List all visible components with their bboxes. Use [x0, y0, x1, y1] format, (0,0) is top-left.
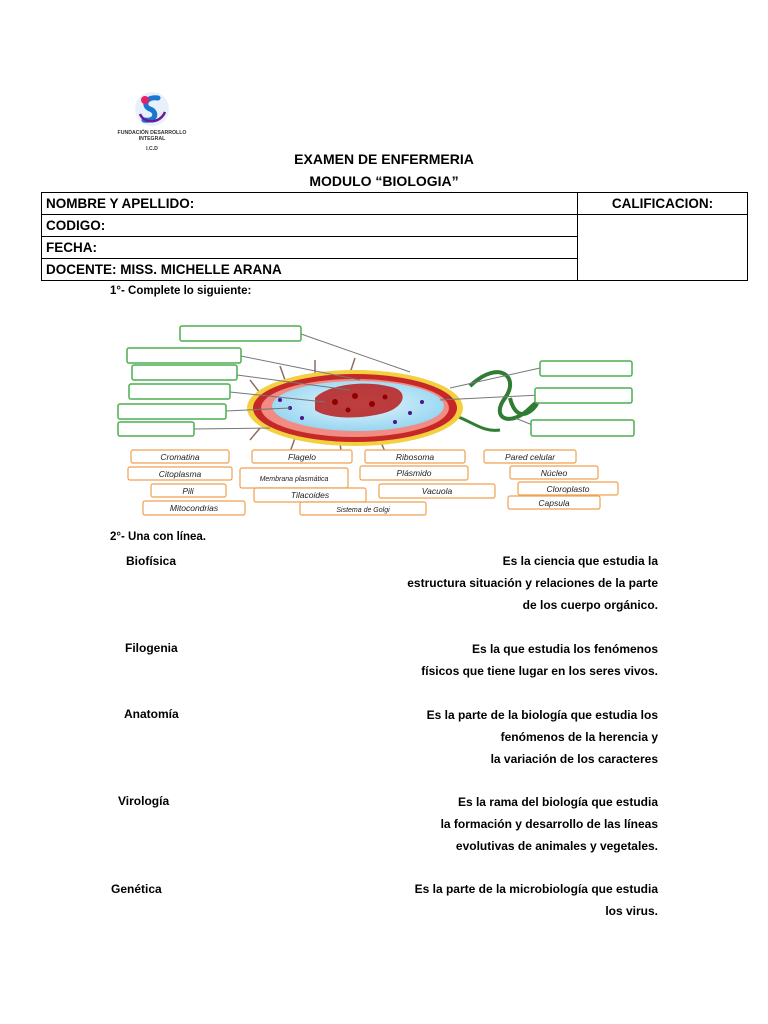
question-1-prompt: 1°- Complete lo siguiente:	[110, 285, 252, 297]
word-bank-item: Vacuola	[421, 486, 453, 496]
word-bank-item: Capsula	[538, 498, 570, 508]
logo-emblem-icon	[132, 90, 172, 128]
term-item: Filogenia	[125, 641, 178, 655]
definition-line: la variación de los caracteres	[490, 752, 658, 766]
word-bank-item: Tilacoides	[290, 490, 330, 500]
definition-item	[441, 791, 658, 857]
logo-text	[104, 130, 200, 152]
logo-abbreviation: I.C.D	[146, 146, 158, 152]
term-item: Anatomía	[124, 707, 179, 721]
definition-line: fenómenos de la herencia y	[500, 730, 658, 744]
word-bank-item: Ribosoma	[395, 452, 435, 462]
word-bank-item: Pili	[182, 486, 194, 496]
word-bank-item: Plásmido	[396, 468, 432, 478]
word-bank-item: Sistema de Golgi	[336, 507, 390, 514]
word-bank-item: Cromatina	[160, 452, 200, 462]
word-bank-item: Citoplasma	[158, 469, 202, 479]
definition-line: los virus.	[605, 904, 658, 918]
definition-item	[421, 638, 658, 682]
word-bank-item: Mitocondrias	[169, 503, 219, 513]
definition-line: Es la que estudia los fenómenos	[471, 642, 658, 656]
term-item: Biofísica	[126, 554, 177, 568]
bacterial-cell-diagram	[110, 318, 662, 528]
code-field[interactable]: CODIGO:	[42, 215, 578, 237]
word-bank-item: Membrana plasmática	[259, 476, 329, 483]
definition-line: físicos que tiene lugar en los seres vivos.	[421, 664, 658, 678]
definition-line: Es la rama del biología que estudia	[457, 795, 658, 809]
student-info-table	[41, 192, 748, 281]
definition-line: Es la parte de la biología que estudia los	[426, 708, 658, 722]
definition-item	[427, 704, 658, 770]
definition-item	[415, 878, 658, 922]
definition-line: evolutivas de animales y vegetales.	[455, 839, 658, 853]
question-2-prompt: 2°- Una con línea.	[110, 531, 206, 543]
definition-item	[407, 550, 658, 616]
word-bank-item: Flagelo	[288, 452, 316, 462]
definition-line: Es la parte de la microbiología que estudia	[414, 882, 658, 896]
exam-title: EXAMEN DE ENFERMERIA	[294, 151, 474, 167]
exam-subtitle: MODULO “BIOLOGIA”	[309, 173, 459, 189]
word-bank-item: Núcleo	[540, 468, 568, 478]
logo-org-name: FUNDACIÓN DESARROLLO INTEGRAL	[117, 130, 187, 142]
word-bank-item: Pared celular	[504, 452, 556, 462]
definition-line: estructura situación y relaciones de la parte	[407, 576, 658, 590]
date-field[interactable]: FECHA:	[42, 237, 578, 259]
definition-line: Es la ciencia que estudia la	[502, 554, 658, 568]
term-item: Virología	[118, 794, 170, 808]
teacher-field: DOCENTE: MISS. MICHELLE ARANA	[42, 259, 578, 281]
grade-box[interactable]	[578, 215, 748, 281]
definition-line: de los cuerpo orgánico.	[522, 598, 658, 612]
name-field[interactable]: NOMBRE Y APELLIDO:	[42, 193, 578, 215]
grade-field[interactable]: CALIFICACION:	[578, 193, 748, 215]
word-bank-item: Cloroplasto	[546, 484, 590, 494]
definition-line: la formación y desarrollo de las líneas	[440, 817, 658, 831]
term-item: Genética	[111, 882, 162, 896]
bacterium-illustration	[110, 318, 662, 528]
